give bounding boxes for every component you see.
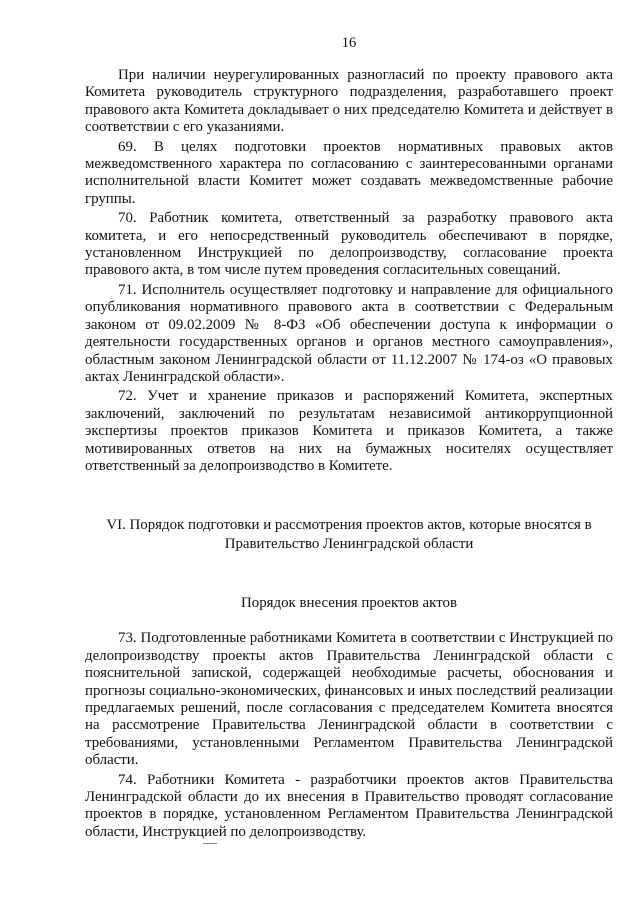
page-number: 16 [341, 35, 357, 51]
section-title-line-2: Правительство Ленинградской области [224, 535, 474, 552]
section-title-line-1: VI. Порядок подготовки и рассмотрения проектов актов, которые вносятся в [106, 517, 592, 534]
paragraph-73: 73. Подготовленные работниками Комитета в соответствии с Инструкцией по делопроизводству проекты актов Правительства Ленинградской области с пояснительной запиской, содержащей необходимые расчеты, обоснования и прогнозы социально-экономических, финансовых и иных последствий реализации предлагаемых решений, после согласования с председателем Комитета вносятся на рассмотрение Правительства Ленинградской области в соответствии с требованиями, установленными Регламентом Правительства Ленинградской области. [85, 630, 613, 769]
subsection-title: Порядок внесения проектов актов [241, 595, 457, 612]
footer-divider [203, 843, 217, 844]
paragraph-69: 69. В целях подготовки проектов нормативных правовых актов межведомственного характера по согласованию с заинтересованными органами исполнительной власти Комитет может создавать межведомственные рабочие группы. [85, 138, 613, 207]
paragraph-70: 70. Работник комитета, ответственный за разработку правового акта комитета, и его непосредственный руководитель обеспечивают в порядке, установленном Инструкцией по делопроизводству, согласование проекта правового акта, в том числе путем проведения согласительных совещаний. [85, 210, 613, 279]
document-page [85, 34, 613, 841]
paragraph-74: 74. Работники Комитета - разработчики проектов актов Правительства Ленинградской области до их внесения в Правительство проводят согласование проектов в порядке, установленном Регламентом Правительства Ленинградской области, Инструкцией по делопроизводству. [85, 771, 613, 840]
paragraph-disagreements: При наличии неурегулированных разногласий по проекту правового акта Комитета руководитель структурного подразделения, разработавшего проект правового акта Комитета докладывает о них председателю Комитета и действует в соответствии с его указаниями. [85, 67, 613, 136]
paragraph-71: 71. Исполнитель осуществляет подготовку и направление для официального опубликования нормативного правового акта в соответствии с Федеральным законом от 09.02.2009 № 8-ФЗ «Об обеспечении доступа к информации о деятельности государственных органов и органов местного самоуправления», областным законом Ленинградской области от 11.12.2007 № 174-оз «О правовых актах Ленинградской области». [85, 281, 613, 385]
section-title [85, 516, 613, 553]
paragraph-72: 72. Учет и хранение приказов и распоряжений Комитета, экспертных заключений, заключений по результатам независимой антикоррупционной экспертизы проектов приказов Комитета и приказов Комитета, а также мотивированных ответов на них на бумажных носителях осуществляет ответственный за делопроизводство в Комитете. [85, 388, 613, 474]
